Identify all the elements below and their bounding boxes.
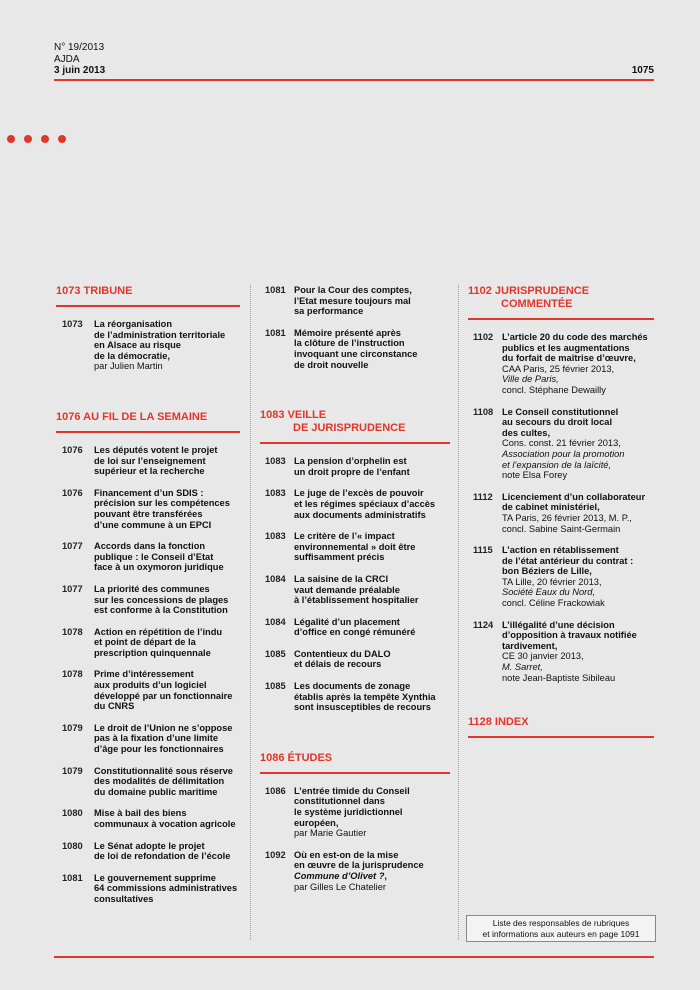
entry-title-text: Licenciement d’un collaborateur de cabinet ministériel, bbox=[502, 491, 646, 513]
entry-title bbox=[502, 407, 654, 439]
toc-column-3 bbox=[468, 285, 654, 750]
entry-title bbox=[294, 328, 450, 370]
entry-title bbox=[502, 332, 654, 364]
entry-title-text: L’illégalité d’une décision d’opposition à travaux notifiée tardivement, bbox=[502, 619, 637, 651]
section-tribune-entries bbox=[56, 319, 240, 372]
toc-entry[interactable] bbox=[56, 841, 240, 862]
toc-entry[interactable] bbox=[468, 407, 654, 481]
entry-text bbox=[94, 873, 240, 905]
toc-entry[interactable] bbox=[260, 285, 450, 317]
entry-page-number: 1077 bbox=[62, 541, 83, 552]
toc-entry[interactable] bbox=[56, 766, 240, 798]
entry-title-text: Le critère de l’« impact environnemental » doit être suffisamment précis bbox=[294, 531, 416, 563]
entry-page-number: 1084 bbox=[265, 573, 286, 584]
column-divider bbox=[458, 285, 459, 940]
toc-column-2 bbox=[260, 285, 450, 903]
entry-title-text: Contentieux du DALO et délais de recours bbox=[294, 648, 391, 670]
entry-title-text: Pour la Cour des comptes, l’Etat mesure toujours mal sa performance bbox=[294, 285, 412, 317]
entry-page-number: 1115 bbox=[473, 545, 493, 556]
toc-entry[interactable] bbox=[56, 873, 240, 905]
entry-text bbox=[94, 319, 240, 372]
section-heading-text: 1083 VEILLE bbox=[260, 409, 327, 422]
section-heading-text: 1128 INDEX bbox=[468, 716, 529, 729]
entry-title-text: Le droit de l’Union ne s’oppose pas à la fixation d’une limite d’âge pour les fonctionnaires bbox=[94, 722, 233, 755]
entry-title-text: Légalité d’un placement d’office en congé rémunéré bbox=[294, 616, 416, 638]
entry-title bbox=[502, 620, 654, 652]
toc-entry[interactable] bbox=[56, 584, 240, 616]
toc-entry[interactable] bbox=[260, 531, 450, 563]
entry-text bbox=[94, 584, 240, 616]
entry-title-text: La réorganisation de l’administration territoriale en Alsace au risque de la démocratie, bbox=[94, 319, 226, 361]
entry-title-text: Le gouvernement supprime 64 commissions administratives consultatives bbox=[94, 872, 238, 904]
dot-icon bbox=[24, 135, 32, 143]
issue-number: N° 19/2013 bbox=[54, 42, 105, 53]
entry-title-text: L’entrée timide du Conseil constitutionnel dans le système juridictionnel européen, bbox=[294, 785, 410, 828]
entry-title bbox=[94, 669, 240, 711]
entry-title-text: L’article 20 du code des marchés publics et les augmentations du forfait de maîtrise d’œuvre, bbox=[502, 332, 648, 364]
section-jurisprudence-entries bbox=[468, 332, 654, 683]
entry-title bbox=[502, 492, 654, 513]
entry-title bbox=[294, 649, 450, 670]
entry-title-text: Le Sénat adopte le projet de loi de refondation de l’école bbox=[94, 840, 231, 862]
entry-title-text: Où en est-on de la mise en œuvre de la jurisprudence bbox=[294, 849, 424, 871]
entry-title bbox=[294, 531, 450, 563]
entry-subline: Société Eaux du Nord, bbox=[502, 587, 596, 598]
entry-title bbox=[294, 456, 450, 477]
toc-entry[interactable] bbox=[56, 627, 240, 659]
section-heading-text: 1073 TRIBUNE bbox=[56, 285, 133, 297]
entry-title-italic: Commune d’Olivet ? bbox=[294, 871, 385, 881]
section-heading-tribune[interactable] bbox=[56, 285, 240, 307]
entry-title bbox=[94, 808, 240, 829]
entry-page-number: 1085 bbox=[265, 648, 286, 659]
entry-page-number: 1079 bbox=[62, 722, 83, 733]
toc-entry[interactable] bbox=[260, 786, 450, 839]
entry-page-number: 1077 bbox=[62, 583, 83, 594]
entry-subline: concl. Sabine Saint-Germain bbox=[502, 523, 621, 534]
entry-title-text: Financement d’un SDIS : précision sur les compétences pouvant être transférées d’une commune à un EPCI bbox=[94, 487, 230, 530]
dot-icon bbox=[41, 135, 49, 143]
entry-title bbox=[94, 873, 240, 905]
entry-title-text: La priorité des communes sur les concessions de plages est conforme à la Constitution bbox=[94, 583, 229, 616]
entry-text bbox=[94, 445, 240, 477]
entry-subline: concl. Stéphane Dewailly bbox=[502, 384, 606, 395]
entry-subline: CE 30 janvier 2013, bbox=[502, 651, 584, 662]
entry-text bbox=[94, 808, 240, 829]
entry-title-text: Action en répétition de l’indu et point de départ de la prescription quinquennale bbox=[94, 626, 223, 658]
entry-title bbox=[94, 488, 240, 530]
entry-title-text: La pension d’orphelin est un droit propre de l’enfant bbox=[294, 456, 410, 477]
entry-subline: TA Paris, 26 février 2013, M. P., bbox=[502, 512, 632, 523]
issue-date: 3 juin 2013 bbox=[54, 65, 106, 76]
entry-title bbox=[294, 786, 450, 828]
entry-text bbox=[294, 456, 450, 477]
column-divider bbox=[250, 285, 251, 940]
entry-subline: Association pour la promotion et l’expansion de la laïcité, bbox=[502, 448, 625, 470]
entry-page-number: 1102 bbox=[473, 332, 494, 342]
entry-title-text: La saisine de la CRCI vaut demande préalable à l’établissement hospitalier bbox=[294, 573, 419, 606]
entry-title-punct: , bbox=[384, 871, 387, 881]
entry-text bbox=[94, 541, 240, 573]
dot-icon bbox=[58, 135, 66, 143]
entry-subline: TA Lille, 20 février 2013, bbox=[502, 576, 602, 587]
dot-icon bbox=[7, 135, 15, 143]
entry-page-number: 1080 bbox=[62, 808, 83, 819]
entry-page-number: 1085 bbox=[265, 681, 286, 692]
continued-entries bbox=[260, 285, 450, 370]
entry-title-text: Le Conseil constitutionnel au secours du droit local des cultes, bbox=[502, 406, 619, 438]
toc-entry[interactable] bbox=[260, 488, 450, 520]
entry-page-number: 1081 bbox=[62, 872, 83, 883]
toc-entry[interactable] bbox=[56, 723, 240, 755]
entry-text bbox=[94, 766, 240, 798]
entry-title bbox=[94, 541, 240, 573]
entry-page-number: 1083 bbox=[265, 488, 286, 499]
entry-title bbox=[294, 488, 450, 520]
section-au-fil-entries bbox=[56, 445, 240, 905]
entry-text bbox=[294, 850, 450, 892]
entry-page-number: 1092 bbox=[265, 849, 286, 860]
section-heading-text-line2: COMMENTÉE bbox=[501, 298, 573, 310]
toc-entry[interactable] bbox=[468, 620, 654, 684]
section-heading-text: 1076 AU FIL DE LA SEMAINE bbox=[56, 410, 208, 423]
section-heading-etudes[interactable] bbox=[260, 752, 450, 774]
entry-title bbox=[94, 723, 240, 755]
entry-page-number: 1081 bbox=[265, 285, 286, 295]
section-heading-text-line2: DE JURISPRUDENCE bbox=[293, 422, 406, 435]
entry-subline: par Marie Gautier bbox=[294, 828, 367, 839]
entry-text bbox=[94, 723, 240, 755]
entry-page-number: 1078 bbox=[62, 669, 83, 680]
entry-page-number: 1108 bbox=[473, 406, 494, 417]
toc-entry[interactable] bbox=[260, 328, 450, 370]
entry-page-number: 1073 bbox=[62, 319, 83, 329]
entry-title bbox=[294, 617, 450, 638]
entry-subline: note Jean-Baptiste Sibileau bbox=[502, 672, 616, 683]
toc-entry[interactable] bbox=[260, 456, 450, 477]
entry-text bbox=[502, 545, 654, 609]
entry-text bbox=[294, 786, 450, 839]
entry-text bbox=[94, 627, 240, 659]
page-number: 1075 bbox=[631, 65, 654, 76]
journal-name: AJDA bbox=[54, 53, 80, 65]
toc-entry[interactable] bbox=[468, 545, 654, 609]
entry-page-number: 1079 bbox=[62, 765, 83, 776]
toc-entry[interactable] bbox=[56, 319, 240, 372]
entry-title-text: Les députés votent le projet de loi sur l’enseignement supérieur et la recherche bbox=[94, 444, 218, 477]
entry-title bbox=[294, 285, 450, 317]
entry-page-number: 1081 bbox=[265, 327, 286, 338]
toc-entry[interactable] bbox=[56, 541, 240, 573]
entry-title bbox=[502, 545, 654, 577]
entry-text bbox=[502, 332, 654, 396]
entry-text bbox=[94, 669, 240, 711]
section-heading-jurisprudence[interactable] bbox=[468, 285, 654, 320]
toc-entry[interactable] bbox=[260, 617, 450, 638]
entry-text bbox=[294, 531, 450, 563]
masthead bbox=[54, 42, 105, 77]
entry-title-text: Le juge de l’excès de pouvoir et les régimes spéciaux d’accès aux documents administratifs bbox=[294, 488, 436, 520]
entry-title-text: Accords dans la fonction publique : le Conseil d’Etat face à un oxymoron juridique bbox=[94, 541, 224, 573]
contributors-note-text: Liste des responsables de rubriques et informations aux auteurs en page 1091 bbox=[482, 918, 640, 939]
toc-column-1 bbox=[56, 285, 240, 916]
entry-text bbox=[294, 488, 450, 520]
toc-entry[interactable] bbox=[260, 574, 450, 606]
toc-entry[interactable] bbox=[56, 445, 240, 477]
entry-title bbox=[294, 574, 450, 606]
header-rule bbox=[54, 79, 654, 81]
section-heading-text: 1086 ÉTUDES bbox=[260, 751, 333, 764]
entry-title-text: Prime d’intéressement aux produits d’un logiciel développé par un fonctionnaire du CNRS bbox=[94, 669, 233, 712]
entry-text bbox=[294, 285, 450, 317]
entry-subline: M. Sarret, bbox=[502, 662, 543, 673]
toc-entry[interactable] bbox=[56, 488, 240, 530]
entry-page-number: 1076 bbox=[62, 444, 83, 455]
entry-page-number: 1080 bbox=[62, 840, 83, 851]
entry-page-number: 1084 bbox=[265, 616, 286, 627]
entry-title-text: L’action en rétablissement de l’état antérieur du contrat : bon Béziers de Lille, bbox=[502, 545, 634, 577]
entry-subline: CAA Paris, 25 février 2013, bbox=[502, 363, 615, 374]
section-heading-text: 1102 JURISPRUDENCE bbox=[468, 285, 590, 297]
entry-page-number: 1124 bbox=[473, 619, 494, 630]
contributors-note-box bbox=[466, 915, 656, 942]
entry-text bbox=[94, 841, 240, 862]
section-etudes-entries bbox=[260, 786, 450, 892]
entry-title-text: Mise à bail des biens communaux à vocation agricole bbox=[94, 808, 236, 829]
entry-page-number: 1083 bbox=[265, 456, 286, 467]
entry-title-text: Mémoire présenté après la clôture de l’instruction invoquant une circonstance de droit nouvelle bbox=[294, 327, 418, 370]
toc-entry[interactable] bbox=[260, 649, 450, 670]
toc-entry[interactable] bbox=[260, 681, 450, 713]
section-heading-veille[interactable] bbox=[260, 409, 450, 444]
toc-entry[interactable] bbox=[56, 669, 240, 711]
entry-text bbox=[294, 328, 450, 370]
entry-text bbox=[502, 620, 654, 684]
entry-text bbox=[294, 681, 450, 713]
toc-entry[interactable] bbox=[56, 808, 240, 829]
entry-page-number: 1078 bbox=[62, 626, 83, 637]
entry-title bbox=[94, 627, 240, 659]
entry-text bbox=[94, 488, 240, 530]
section-heading-au-fil[interactable] bbox=[56, 411, 240, 433]
entry-subline: concl. Céline Frackowiak bbox=[502, 598, 605, 609]
entry-text bbox=[502, 492, 654, 534]
toc-entry[interactable] bbox=[468, 332, 654, 396]
entry-title bbox=[94, 584, 240, 616]
entry-page-number: 1112 bbox=[473, 491, 493, 502]
footer-rule bbox=[54, 956, 654, 958]
entry-title bbox=[94, 319, 240, 361]
entry-page-number: 1083 bbox=[265, 531, 286, 542]
entry-subline: Ville de Paris, bbox=[502, 374, 559, 385]
entry-text bbox=[294, 617, 450, 638]
entry-text bbox=[294, 574, 450, 606]
section-veille-entries bbox=[260, 456, 450, 713]
entry-text bbox=[294, 649, 450, 670]
entry-subline: Cons. const. 21 février 2013, bbox=[502, 438, 621, 449]
entry-subline: par Gilles Le Chatelier bbox=[294, 881, 386, 892]
entry-page-number: 1086 bbox=[265, 785, 286, 796]
section-heading-index[interactable] bbox=[468, 716, 654, 738]
entry-text bbox=[502, 407, 654, 481]
entry-title-text: Les documents de zonage établis après la tempête Xynthia sont insusceptibles de recours bbox=[294, 681, 436, 713]
entry-title bbox=[94, 841, 240, 862]
entry-title bbox=[94, 766, 240, 798]
entry-title bbox=[294, 681, 450, 713]
entry-title bbox=[294, 850, 450, 882]
entry-page-number: 1076 bbox=[62, 487, 83, 498]
entry-title bbox=[94, 445, 240, 477]
decorative-dots bbox=[7, 135, 66, 143]
toc-entry[interactable] bbox=[260, 850, 450, 892]
toc-entry[interactable] bbox=[468, 492, 654, 534]
entry-subline: par Julien Martin bbox=[94, 361, 163, 372]
entry-title-text: Constitutionnalité sous réserve des modalités de délimitation du domaine public maritime bbox=[94, 765, 233, 797]
entry-subline: note Elsa Forey bbox=[502, 470, 568, 481]
